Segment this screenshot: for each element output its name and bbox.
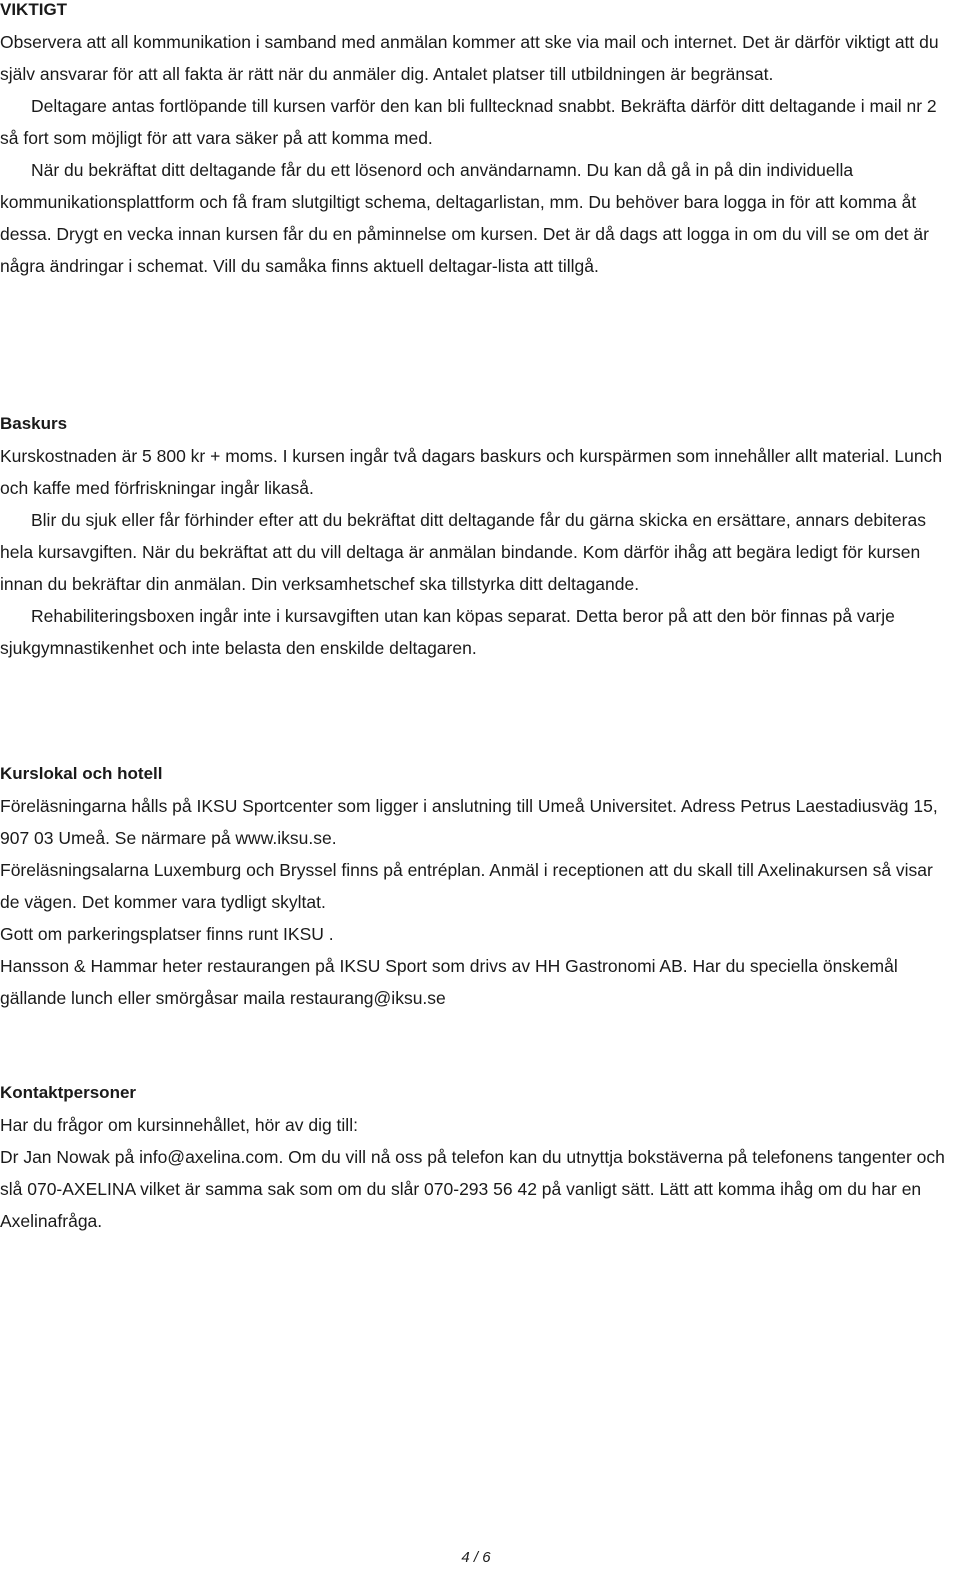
section-heading-kontakt: Kontaktpersoner bbox=[0, 1083, 137, 1102]
section-baskurs bbox=[0, 408, 955, 664]
paragraph-kontakt-1: Har du frågor om kursinnehållet, hör av dig till: bbox=[0, 1115, 358, 1135]
paragraph-kurslokal-2: Föreläsningsalarna Luxemburg och Bryssel finns på entréplan. Anmäl i receptionen att du skall till Axelinakursen så visar de vägen. Det kommer vara tydligt skyltat. bbox=[0, 860, 933, 912]
paragraph-kurslokal-4-text: Hansson & Hammar heter restaurangen på IKSU Sport som drivs av HH Gastronomi AB. Har du speciella önskemål gällande lunch eller smörgåsar maila bbox=[0, 956, 898, 1008]
paragraph-viktigt-2: Deltagare antas fortlöpande till kursen varför den kan bli fulltecknad snabbt. Bekräfta därför ditt deltagande i mail nr 2 så fort som möjligt för att vara säker på att komma med. bbox=[0, 96, 937, 148]
restaurant-email-link[interactable]: restaurang@iksu.se bbox=[289, 988, 446, 1008]
paragraph-kurslokal-1 bbox=[0, 790, 955, 854]
paragraph-kurslokal-1-text: Föreläsningarna hålls på IKSU Sportcenter som ligger i anslutning till Umeå Universitet. Adress Petrus Laestadiusväg 15, 907 03 Umeå. Se närmare på bbox=[0, 796, 938, 848]
paragraph-kontakt-2-text: Dr Jan Nowak på bbox=[0, 1147, 140, 1167]
paragraph-kontakt-2-end: . Om du vill nå oss på telefon kan du utnyttja bokstäverna på telefonens tangenter och slå 070-AXELINA vilket är samma sak som om du slår 070-293 56 42 på vanligt sätt. Lätt att komma ihåg om du har en Axelinafråga. bbox=[0, 1147, 945, 1231]
paragraph-kurslokal-1-end: . bbox=[331, 828, 337, 848]
paragraph-baskurs-2: Blir du sjuk eller får förhinder efter att du bekräftat ditt deltagande får du gärna skicka en ersättare, annars debiteras hela kursavgiften. När du bekräftat att du vill deltaga är anmälan bindande. Kom därför ihåg att begära ledigt för kursen innan du bekräftar din anmälan. Din verksamhetschef ska tillstyrka ditt deltagande. bbox=[0, 510, 926, 594]
section-heading-baskurs: Baskurs bbox=[0, 414, 68, 433]
paragraph-kontakt-2 bbox=[0, 1141, 955, 1237]
paragraph-viktigt-3: När du bekräftat ditt deltagande får du ett lösenord och användarnamn. Du kan då gå in på din individuella kommunikationsplattform och få fram slutgiltigt schema, deltagarlistan, mm. Du behöver bara logga in för att komma åt dessa. Drygt en vecka innan kursen får du en påminnelse om kursen. Det är då dags att logga in om du vill se om det är några ändringar i schemat. Vill du samåka finns aktuell deltagar-lista att tillgå. bbox=[0, 160, 929, 276]
iksu-website-link[interactable]: www.iksu.se bbox=[235, 828, 332, 848]
paragraph-viktigt-1: Observera att all kommunikation i samband med anmälan kommer att ske via mail och internet. Det är därför viktigt att du själv ansvarar för att all fakta är rätt när du anmäler dig. Antalet platser till utbildningen är begränsat. bbox=[0, 32, 939, 84]
paragraph-kurslokal-3: Gott om parkeringsplatser finns runt IKSU . bbox=[0, 924, 334, 944]
paragraph-kurslokal-4 bbox=[0, 950, 955, 1014]
paragraph-baskurs-1: Kurskostnaden är 5 800 kr + moms. I kursen ingår två dagars baskurs och kurspärmen som innehåller allt material. Lunch och kaffe med förfriskningar ingår likaså. bbox=[0, 446, 943, 498]
section-kurslokal bbox=[0, 758, 955, 1014]
paragraph-baskurs-3: Rehabiliteringsboxen ingår inte i kursavgiften utan kan köpas separat. Detta beror på att den bör finnas på varje sjukgymnastikenhet och inte belasta den enskilde deltagaren. bbox=[0, 606, 895, 658]
section-heading-viktigt: VIKTIGT bbox=[0, 0, 68, 19]
page-number: 4 / 6 bbox=[461, 1549, 491, 1566]
contact-email-link[interactable]: info@axelina.com bbox=[139, 1147, 279, 1167]
section-kontakt bbox=[0, 1077, 955, 1237]
section-heading-kurslokal: Kurslokal och hotell bbox=[0, 764, 163, 783]
section-viktigt bbox=[0, 0, 955, 282]
